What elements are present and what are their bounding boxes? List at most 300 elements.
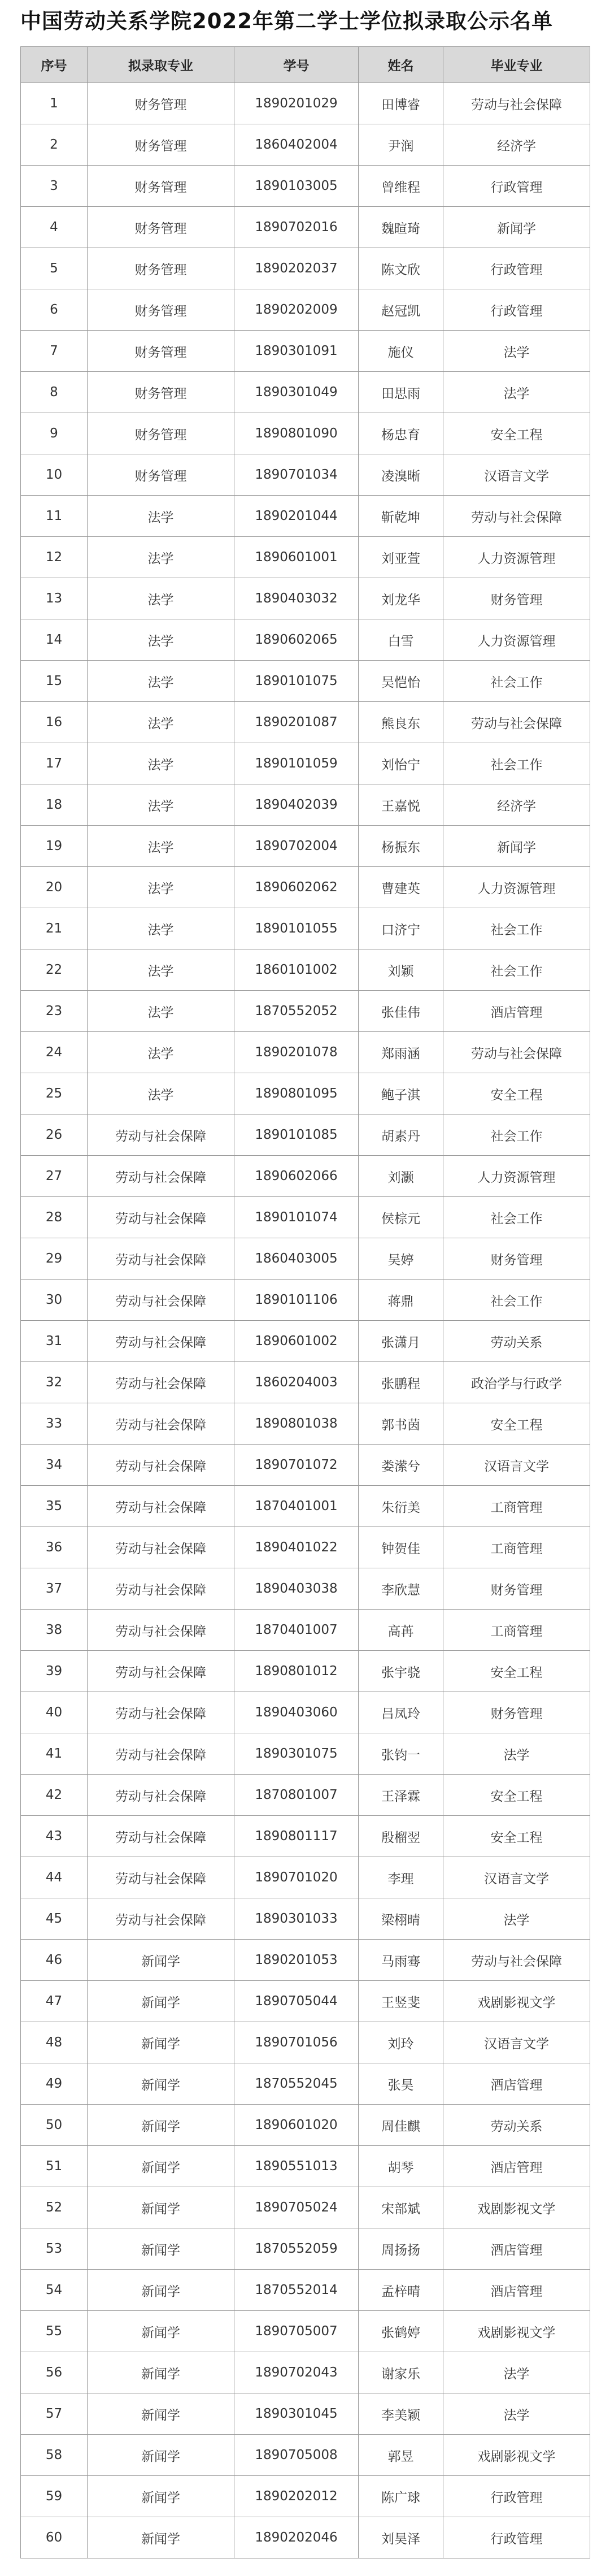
cell-admitted-major: 财务管理 xyxy=(88,83,234,124)
cell-graduation-major: 法学 xyxy=(443,331,590,372)
cell-name: 郑雨涵 xyxy=(359,1032,443,1073)
cell-name: 陈文欣 xyxy=(359,248,443,289)
cell-index: 47 xyxy=(21,1981,88,2022)
cell-student-id: 1890403038 xyxy=(234,1568,359,1610)
cell-student-id: 1890101059 xyxy=(234,743,359,784)
cell-index: 48 xyxy=(21,2022,88,2063)
table-row xyxy=(21,166,590,207)
cell-admitted-major: 财务管理 xyxy=(88,207,234,248)
cell-index: 29 xyxy=(21,1238,88,1280)
table-row xyxy=(21,2270,590,2311)
cell-name: 张鹤婷 xyxy=(359,2311,443,2352)
cell-admitted-major: 法学 xyxy=(88,578,234,619)
cell-admitted-major: 财务管理 xyxy=(88,372,234,413)
cell-admitted-major: 劳动与社会保障 xyxy=(88,1775,234,1816)
cell-student-id: 1890702004 xyxy=(234,826,359,867)
cell-graduation-major: 酒店管理 xyxy=(443,2228,590,2270)
cell-student-id: 1890601020 xyxy=(234,2105,359,2146)
cell-name: 吕凤玲 xyxy=(359,1692,443,1733)
cell-student-id: 1890201044 xyxy=(234,496,359,537)
table-row xyxy=(21,248,590,289)
cell-student-id: 1890702043 xyxy=(234,2352,359,2393)
cell-name: 王竖斐 xyxy=(359,1981,443,2022)
cell-name: 刘昊泽 xyxy=(359,2517,443,2558)
table-row xyxy=(21,1816,590,1857)
cell-name: 凌溴晰 xyxy=(359,454,443,496)
cell-student-id: 1870552014 xyxy=(234,2270,359,2311)
cell-index: 25 xyxy=(21,1073,88,1114)
cell-student-id: 1890201053 xyxy=(234,1940,359,1981)
cell-student-id: 1890705024 xyxy=(234,2187,359,2228)
cell-index: 44 xyxy=(21,1857,88,1898)
cell-index: 2 xyxy=(21,124,88,166)
cell-graduation-major: 人力资源管理 xyxy=(443,1156,590,1197)
cell-graduation-major: 新闻学 xyxy=(443,207,590,248)
cell-index: 26 xyxy=(21,1114,88,1156)
cell-student-id: 1890705008 xyxy=(234,2435,359,2476)
cell-admitted-major: 法学 xyxy=(88,1032,234,1073)
cell-graduation-major: 安全工程 xyxy=(443,1816,590,1857)
cell-name: 杨忠育 xyxy=(359,413,443,454)
cell-admitted-major: 法学 xyxy=(88,537,234,578)
cell-index: 37 xyxy=(21,1568,88,1610)
cell-admitted-major: 劳动与社会保障 xyxy=(88,1898,234,1940)
table-row xyxy=(21,2228,590,2270)
cell-graduation-major: 工商管理 xyxy=(443,1527,590,1568)
cell-name: 田思雨 xyxy=(359,372,443,413)
table-row xyxy=(21,784,590,826)
cell-student-id: 1890101055 xyxy=(234,908,359,949)
cell-index: 20 xyxy=(21,867,88,908)
table-row xyxy=(21,1651,590,1692)
cell-student-id: 1890701020 xyxy=(234,1857,359,1898)
cell-graduation-major: 法学 xyxy=(443,372,590,413)
cell-index: 16 xyxy=(21,702,88,743)
cell-name: 刘颖 xyxy=(359,949,443,991)
cell-name: 陈广球 xyxy=(359,2476,443,2517)
cell-admitted-major: 法学 xyxy=(88,702,234,743)
cell-index: 39 xyxy=(21,1651,88,1692)
cell-admitted-major: 劳动与社会保障 xyxy=(88,1362,234,1403)
cell-graduation-major: 工商管理 xyxy=(443,1486,590,1527)
cell-admitted-major: 劳动与社会保障 xyxy=(88,1445,234,1486)
table-body xyxy=(21,83,590,2558)
cell-admitted-major: 新闻学 xyxy=(88,2517,234,2558)
cell-name: 娄潆兮 xyxy=(359,1445,443,1486)
table-row xyxy=(21,413,590,454)
cell-graduation-major: 行政管理 xyxy=(443,2476,590,2517)
cell-graduation-major: 酒店管理 xyxy=(443,2146,590,2187)
cell-index: 59 xyxy=(21,2476,88,2517)
cell-index: 60 xyxy=(21,2517,88,2558)
table-row xyxy=(21,2311,590,2352)
cell-index: 41 xyxy=(21,1733,88,1775)
cell-index: 43 xyxy=(21,1816,88,1857)
table-row xyxy=(21,1280,590,1321)
cell-admitted-major: 财务管理 xyxy=(88,248,234,289)
cell-name: 田博睿 xyxy=(359,83,443,124)
cell-index: 21 xyxy=(21,908,88,949)
cell-name: 胡琴 xyxy=(359,2146,443,2187)
cell-student-id: 1870401007 xyxy=(234,1610,359,1651)
table-row xyxy=(21,1445,590,1486)
cell-name: 李美颖 xyxy=(359,2393,443,2435)
cell-name: 施仪 xyxy=(359,331,443,372)
cell-index: 9 xyxy=(21,413,88,454)
cell-index: 15 xyxy=(21,661,88,702)
cell-graduation-major: 政治学与行政学 xyxy=(443,1362,590,1403)
cell-student-id: 1890201029 xyxy=(234,83,359,124)
table-row xyxy=(21,1527,590,1568)
cell-graduation-major: 汉语言文学 xyxy=(443,454,590,496)
cell-name: 周佳麒 xyxy=(359,2105,443,2146)
table-row xyxy=(21,743,590,784)
cell-name: 侯棕元 xyxy=(359,1197,443,1238)
cell-name: 刘灏 xyxy=(359,1156,443,1197)
cell-student-id: 1890701034 xyxy=(234,454,359,496)
table-row xyxy=(21,826,590,867)
cell-index: 52 xyxy=(21,2187,88,2228)
cell-index: 56 xyxy=(21,2352,88,2393)
cell-name: 王嘉悦 xyxy=(359,784,443,826)
cell-name: 吴婷 xyxy=(359,1238,443,1280)
header-admitted-major: 拟录取专业 xyxy=(88,47,234,83)
cell-student-id: 1860101002 xyxy=(234,949,359,991)
cell-index: 31 xyxy=(21,1321,88,1362)
cell-student-id: 1860403005 xyxy=(234,1238,359,1280)
cell-graduation-major: 劳动与社会保障 xyxy=(443,83,590,124)
cell-admitted-major: 劳动与社会保障 xyxy=(88,1527,234,1568)
cell-student-id: 1890801038 xyxy=(234,1403,359,1445)
cell-admitted-major: 新闻学 xyxy=(88,2393,234,2435)
cell-index: 30 xyxy=(21,1280,88,1321)
cell-admitted-major: 劳动与社会保障 xyxy=(88,1568,234,1610)
cell-name: 口济宁 xyxy=(359,908,443,949)
cell-student-id: 1890103005 xyxy=(234,166,359,207)
cell-admitted-major: 法学 xyxy=(88,496,234,537)
cell-index: 1 xyxy=(21,83,88,124)
cell-name: 高苒 xyxy=(359,1610,443,1651)
cell-index: 23 xyxy=(21,991,88,1032)
table-row xyxy=(21,1940,590,1981)
cell-student-id: 1890401022 xyxy=(234,1527,359,1568)
cell-admitted-major: 法学 xyxy=(88,619,234,661)
cell-student-id: 1890701072 xyxy=(234,1445,359,1486)
cell-graduation-major: 戏剧影视文学 xyxy=(443,2435,590,2476)
table-row xyxy=(21,1692,590,1733)
table-row xyxy=(21,2105,590,2146)
cell-student-id: 1890801117 xyxy=(234,1816,359,1857)
cell-admitted-major: 新闻学 xyxy=(88,2063,234,2105)
table-row xyxy=(21,661,590,702)
cell-student-id: 1870552052 xyxy=(234,991,359,1032)
cell-name: 朱衍美 xyxy=(359,1486,443,1527)
cell-student-id: 1890101106 xyxy=(234,1280,359,1321)
cell-student-id: 1890201087 xyxy=(234,702,359,743)
cell-index: 51 xyxy=(21,2146,88,2187)
table-row xyxy=(21,2146,590,2187)
cell-admitted-major: 劳动与社会保障 xyxy=(88,1733,234,1775)
cell-student-id: 1870552059 xyxy=(234,2228,359,2270)
table-row xyxy=(21,1981,590,2022)
table-row xyxy=(21,1321,590,1362)
cell-admitted-major: 新闻学 xyxy=(88,2311,234,2352)
table-row xyxy=(21,991,590,1032)
cell-admitted-major: 财务管理 xyxy=(88,454,234,496)
cell-student-id: 1890301045 xyxy=(234,2393,359,2435)
cell-graduation-major: 酒店管理 xyxy=(443,2270,590,2311)
cell-admitted-major: 新闻学 xyxy=(88,2476,234,2517)
table-row xyxy=(21,454,590,496)
cell-graduation-major: 工商管理 xyxy=(443,1610,590,1651)
cell-graduation-major: 汉语言文学 xyxy=(443,1445,590,1486)
table-row xyxy=(21,496,590,537)
cell-graduation-major: 财务管理 xyxy=(443,1238,590,1280)
cell-admitted-major: 财务管理 xyxy=(88,331,234,372)
cell-graduation-major: 戏剧影视文学 xyxy=(443,2311,590,2352)
table-row xyxy=(21,949,590,991)
cell-student-id: 1890301075 xyxy=(234,1733,359,1775)
cell-admitted-major: 劳动与社会保障 xyxy=(88,1156,234,1197)
cell-name: 郭昱 xyxy=(359,2435,443,2476)
cell-graduation-major: 安全工程 xyxy=(443,413,590,454)
table-row xyxy=(21,1362,590,1403)
cell-name: 谢家乐 xyxy=(359,2352,443,2393)
cell-index: 3 xyxy=(21,166,88,207)
cell-admitted-major: 财务管理 xyxy=(88,289,234,331)
cell-name: 李欣慧 xyxy=(359,1568,443,1610)
cell-name: 张佳伟 xyxy=(359,991,443,1032)
cell-graduation-major: 社会工作 xyxy=(443,908,590,949)
cell-admitted-major: 劳动与社会保障 xyxy=(88,1610,234,1651)
cell-name: 刘玲 xyxy=(359,2022,443,2063)
cell-name: 张昊 xyxy=(359,2063,443,2105)
cell-admitted-major: 新闻学 xyxy=(88,1940,234,1981)
cell-admitted-major: 新闻学 xyxy=(88,2187,234,2228)
cell-graduation-major: 财务管理 xyxy=(443,1692,590,1733)
cell-graduation-major: 安全工程 xyxy=(443,1403,590,1445)
cell-graduation-major: 财务管理 xyxy=(443,1568,590,1610)
cell-admitted-major: 劳动与社会保障 xyxy=(88,1114,234,1156)
cell-index: 8 xyxy=(21,372,88,413)
cell-graduation-major: 社会工作 xyxy=(443,1114,590,1156)
admission-table xyxy=(20,46,590,2558)
table-row xyxy=(21,2063,590,2105)
cell-student-id: 1890701056 xyxy=(234,2022,359,2063)
cell-student-id: 1890202009 xyxy=(234,289,359,331)
table-row xyxy=(21,1073,590,1114)
cell-graduation-major: 经济学 xyxy=(443,124,590,166)
cell-index: 49 xyxy=(21,2063,88,2105)
cell-student-id: 1890801012 xyxy=(234,1651,359,1692)
cell-graduation-major: 安全工程 xyxy=(443,1651,590,1692)
table-row xyxy=(21,83,590,124)
cell-admitted-major: 劳动与社会保障 xyxy=(88,1280,234,1321)
cell-graduation-major: 行政管理 xyxy=(443,2517,590,2558)
cell-name: 殷榴翌 xyxy=(359,1816,443,1857)
cell-index: 54 xyxy=(21,2270,88,2311)
cell-admitted-major: 法学 xyxy=(88,784,234,826)
cell-admitted-major: 劳动与社会保障 xyxy=(88,1651,234,1692)
cell-graduation-major: 汉语言文学 xyxy=(443,1857,590,1898)
cell-name: 曾维程 xyxy=(359,166,443,207)
cell-index: 10 xyxy=(21,454,88,496)
cell-student-id: 1890101074 xyxy=(234,1197,359,1238)
cell-student-id: 1890602062 xyxy=(234,867,359,908)
cell-graduation-major: 社会工作 xyxy=(443,1280,590,1321)
table-row xyxy=(21,619,590,661)
table-row xyxy=(21,2517,590,2558)
cell-name: 马雨骞 xyxy=(359,1940,443,1981)
cell-index: 32 xyxy=(21,1362,88,1403)
cell-index: 22 xyxy=(21,949,88,991)
cell-name: 王泽霖 xyxy=(359,1775,443,1816)
cell-name: 钟贺佳 xyxy=(359,1527,443,1568)
cell-admitted-major: 新闻学 xyxy=(88,2105,234,2146)
cell-index: 42 xyxy=(21,1775,88,1816)
cell-graduation-major: 社会工作 xyxy=(443,1197,590,1238)
cell-graduation-major: 戏剧影视文学 xyxy=(443,1981,590,2022)
cell-index: 18 xyxy=(21,784,88,826)
cell-index: 11 xyxy=(21,496,88,537)
cell-student-id: 1890101085 xyxy=(234,1114,359,1156)
table-row xyxy=(21,289,590,331)
table-row xyxy=(21,1610,590,1651)
cell-admitted-major: 新闻学 xyxy=(88,2352,234,2393)
cell-name: 刘怡宁 xyxy=(359,743,443,784)
cell-admitted-major: 法学 xyxy=(88,991,234,1032)
cell-graduation-major: 酒店管理 xyxy=(443,991,590,1032)
header-graduation-major: 毕业专业 xyxy=(443,47,590,83)
cell-name: 吴恺怡 xyxy=(359,661,443,702)
cell-index: 13 xyxy=(21,578,88,619)
cell-student-id: 1890602066 xyxy=(234,1156,359,1197)
cell-index: 24 xyxy=(21,1032,88,1073)
cell-name: 张鹏程 xyxy=(359,1362,443,1403)
cell-index: 58 xyxy=(21,2435,88,2476)
cell-graduation-major: 戏剧影视文学 xyxy=(443,2187,590,2228)
cell-name: 魏暄琦 xyxy=(359,207,443,248)
cell-graduation-major: 人力资源管理 xyxy=(443,537,590,578)
header-name: 姓名 xyxy=(359,47,443,83)
cell-graduation-major: 行政管理 xyxy=(443,166,590,207)
cell-index: 4 xyxy=(21,207,88,248)
table-header-row xyxy=(21,47,590,83)
table-row xyxy=(21,537,590,578)
cell-admitted-major: 法学 xyxy=(88,908,234,949)
cell-name: 曹建英 xyxy=(359,867,443,908)
cell-admitted-major: 法学 xyxy=(88,867,234,908)
cell-admitted-major: 新闻学 xyxy=(88,2022,234,2063)
cell-admitted-major: 法学 xyxy=(88,661,234,702)
cell-index: 57 xyxy=(21,2393,88,2435)
table-row xyxy=(21,372,590,413)
cell-name: 白雪 xyxy=(359,619,443,661)
cell-student-id: 1890702016 xyxy=(234,207,359,248)
cell-student-id: 1890602065 xyxy=(234,619,359,661)
cell-index: 19 xyxy=(21,826,88,867)
table-row xyxy=(21,908,590,949)
cell-name: 蒋鼎 xyxy=(359,1280,443,1321)
cell-graduation-major: 酒店管理 xyxy=(443,2063,590,2105)
table-row xyxy=(21,578,590,619)
cell-name: 杨振东 xyxy=(359,826,443,867)
table-row xyxy=(21,2022,590,2063)
table-row xyxy=(21,207,590,248)
cell-name: 胡素丹 xyxy=(359,1114,443,1156)
cell-name: 张宇骁 xyxy=(359,1651,443,1692)
cell-index: 40 xyxy=(21,1692,88,1733)
cell-student-id: 1890801090 xyxy=(234,413,359,454)
cell-admitted-major: 财务管理 xyxy=(88,124,234,166)
table-row xyxy=(21,1156,590,1197)
cell-admitted-major: 新闻学 xyxy=(88,2146,234,2187)
cell-student-id: 1870801007 xyxy=(234,1775,359,1816)
cell-student-id: 1890101075 xyxy=(234,661,359,702)
cell-graduation-major: 人力资源管理 xyxy=(443,867,590,908)
cell-name: 宋部斌 xyxy=(359,2187,443,2228)
cell-graduation-major: 劳动关系 xyxy=(443,2105,590,2146)
cell-student-id: 1890601001 xyxy=(234,537,359,578)
cell-student-id: 1890601002 xyxy=(234,1321,359,1362)
cell-name: 靳乾坤 xyxy=(359,496,443,537)
cell-index: 36 xyxy=(21,1527,88,1568)
table-row xyxy=(21,1403,590,1445)
cell-name: 张钧一 xyxy=(359,1733,443,1775)
cell-index: 12 xyxy=(21,537,88,578)
table-row xyxy=(21,1032,590,1073)
cell-index: 5 xyxy=(21,248,88,289)
cell-student-id: 1870552045 xyxy=(234,2063,359,2105)
cell-graduation-major: 人力资源管理 xyxy=(443,619,590,661)
cell-index: 55 xyxy=(21,2311,88,2352)
cell-admitted-major: 新闻学 xyxy=(88,1981,234,2022)
cell-graduation-major: 劳动与社会保障 xyxy=(443,1940,590,1981)
cell-admitted-major: 新闻学 xyxy=(88,2435,234,2476)
header-student-id: 学号 xyxy=(234,47,359,83)
cell-admitted-major: 劳动与社会保障 xyxy=(88,1816,234,1857)
cell-student-id: 1890551013 xyxy=(234,2146,359,2187)
table-row xyxy=(21,1733,590,1775)
table-row xyxy=(21,2393,590,2435)
table-row xyxy=(21,1898,590,1940)
cell-index: 7 xyxy=(21,331,88,372)
cell-admitted-major: 劳动与社会保障 xyxy=(88,1238,234,1280)
cell-name: 周扬扬 xyxy=(359,2228,443,2270)
cell-name: 鲍子淇 xyxy=(359,1073,443,1114)
cell-graduation-major: 劳动关系 xyxy=(443,1321,590,1362)
cell-student-id: 1890705007 xyxy=(234,2311,359,2352)
page-title: 中国劳动关系学院2022年第二学士学位拟录取公示名单 xyxy=(20,9,553,33)
cell-student-id: 1890301091 xyxy=(234,331,359,372)
cell-admitted-major: 劳动与社会保障 xyxy=(88,1486,234,1527)
cell-student-id: 1890301033 xyxy=(234,1898,359,1940)
cell-student-id: 1890705044 xyxy=(234,1981,359,2022)
cell-student-id: 1890202046 xyxy=(234,2517,359,2558)
cell-student-id: 1890202012 xyxy=(234,2476,359,2517)
cell-index: 46 xyxy=(21,1940,88,1981)
cell-index: 33 xyxy=(21,1403,88,1445)
cell-admitted-major: 劳动与社会保障 xyxy=(88,1321,234,1362)
cell-name: 赵冠凯 xyxy=(359,289,443,331)
cell-index: 53 xyxy=(21,2228,88,2270)
cell-index: 38 xyxy=(21,1610,88,1651)
cell-graduation-major: 行政管理 xyxy=(443,248,590,289)
cell-graduation-major: 财务管理 xyxy=(443,578,590,619)
cell-graduation-major: 劳动与社会保障 xyxy=(443,496,590,537)
cell-name: 张潇月 xyxy=(359,1321,443,1362)
cell-name: 刘龙华 xyxy=(359,578,443,619)
